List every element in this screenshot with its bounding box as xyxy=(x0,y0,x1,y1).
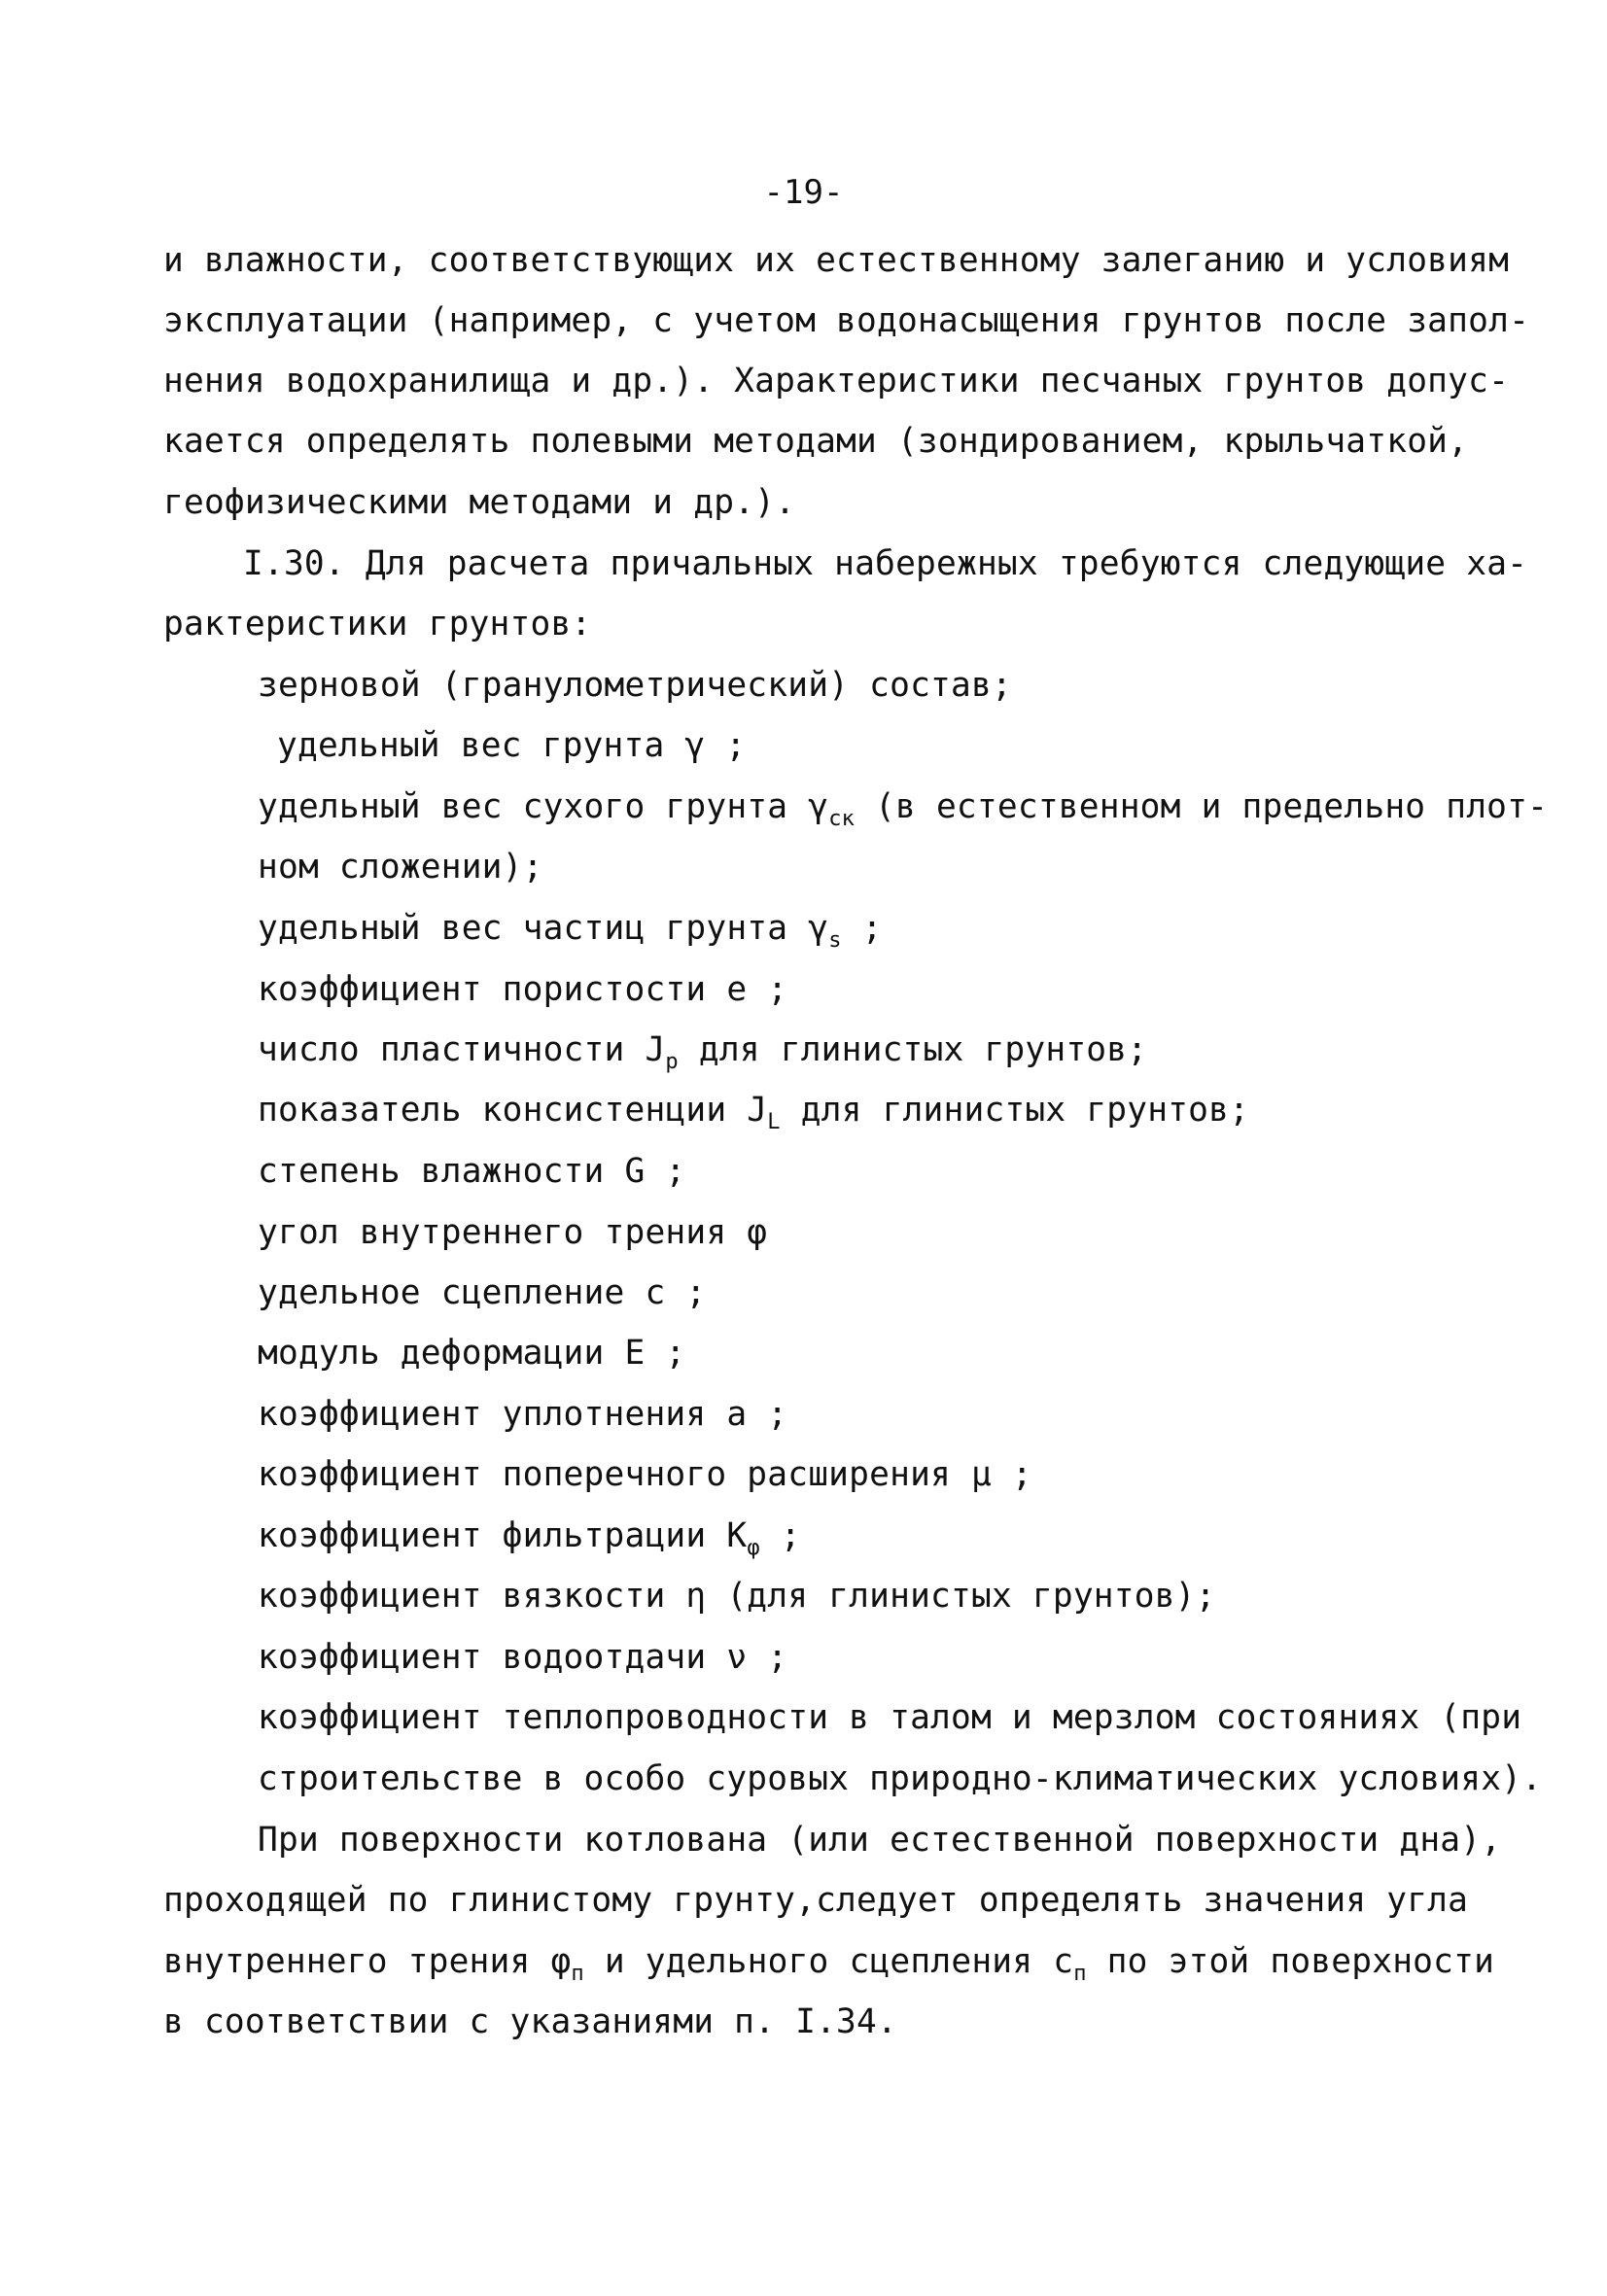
text-run: по этой поверхности xyxy=(1086,1942,1495,1981)
page-number: -19- xyxy=(763,173,844,212)
list-item xyxy=(258,1030,1147,1074)
list-item-text: удельный вес сухого грунта γ xyxy=(258,787,829,826)
subscript: ск xyxy=(828,807,856,831)
list-item: угол внутреннего трения φ xyxy=(258,1213,768,1252)
list-item-text: коэффициент фильтрации K xyxy=(258,1516,748,1555)
list-item xyxy=(258,1091,1249,1134)
text-line: нения водохранилища и др.). Характеристики песчаных грунтов допус- xyxy=(163,362,1510,400)
list-item: удельное сцепление c ; xyxy=(258,1273,707,1312)
list-item-text: для глинистых грунтов; xyxy=(678,1030,1148,1069)
subscript: п xyxy=(1073,1962,1087,1986)
list-item-text: показатель консистенции J xyxy=(258,1091,768,1130)
text-line xyxy=(163,1942,1494,1986)
list-item xyxy=(258,909,883,953)
subscript: п xyxy=(571,1962,584,1986)
list-item-text: удельный вес частиц грунта γ xyxy=(258,909,829,948)
text-line: кается определять полевыми методами (зондированием, крыльчаткой, xyxy=(163,422,1469,461)
text-run: и удельного сцепления c xyxy=(583,1942,1074,1981)
list-item: модуль деформации E ; xyxy=(258,1334,686,1373)
list-item: коэффициент вязкости η (для глинистых грунтов); xyxy=(258,1577,1216,1616)
subscript: p xyxy=(665,1050,679,1074)
list-item-text: ; xyxy=(759,1516,801,1555)
list-item: степень влажности G ; xyxy=(258,1152,686,1191)
list-item xyxy=(258,787,1548,831)
subscript: L xyxy=(767,1110,781,1134)
text-line: геофизическими методами и др.). xyxy=(163,483,796,522)
text-line: При поверхности котлована (или естественной поверхности дна), xyxy=(258,1821,1502,1860)
list-item-text: число пластичности J xyxy=(258,1030,666,1069)
text-run: внутреннего трения φ xyxy=(163,1942,572,1981)
list-item: коэффициент поперечного расширения μ ; xyxy=(258,1455,1032,1494)
subscript: φ xyxy=(747,1536,760,1560)
list-item: коэффициент водоотдачи ν ; xyxy=(258,1638,788,1677)
list-item-continuation: строительстве в особо суровых природно-климатических условиях). xyxy=(258,1759,1543,1798)
list-item: коэффициент пористости e ; xyxy=(258,970,788,1009)
text-line: рактеристики грунтов: xyxy=(163,605,592,644)
text-line: и влажности, соответствующих их естественному залеганию и условиям xyxy=(163,241,1510,280)
list-item: удельный вес грунта γ ; xyxy=(277,726,747,765)
list-item: коэффициент теплопроводности в талом и мерзлом состояниях (при xyxy=(258,1698,1522,1737)
text-line: проходящей по глинистому грунту,следует определять значения угла xyxy=(163,1881,1469,1920)
text-line: эксплуатации (например, с учетом водонасыщения грунтов после запол- xyxy=(163,301,1530,340)
list-item-text: ; xyxy=(841,909,883,948)
subscript: s xyxy=(828,928,842,953)
text-line: в соответствии с указаниями п. I.34. xyxy=(163,2002,897,2041)
list-item-text: для глинистых грунтов; xyxy=(780,1091,1250,1130)
list-item xyxy=(258,1516,801,1560)
list-item: зерновой (гранулометрический) состав; xyxy=(258,666,1012,705)
list-item-text: (в естественном и предельно плот- xyxy=(855,787,1549,826)
section-1-30-heading: I.30. Для расчета причальных набережных требуются следующие ха- xyxy=(243,544,1528,583)
list-item: коэффициент уплотнения a ; xyxy=(258,1395,788,1434)
list-item-continuation: ном сложении); xyxy=(258,848,543,887)
